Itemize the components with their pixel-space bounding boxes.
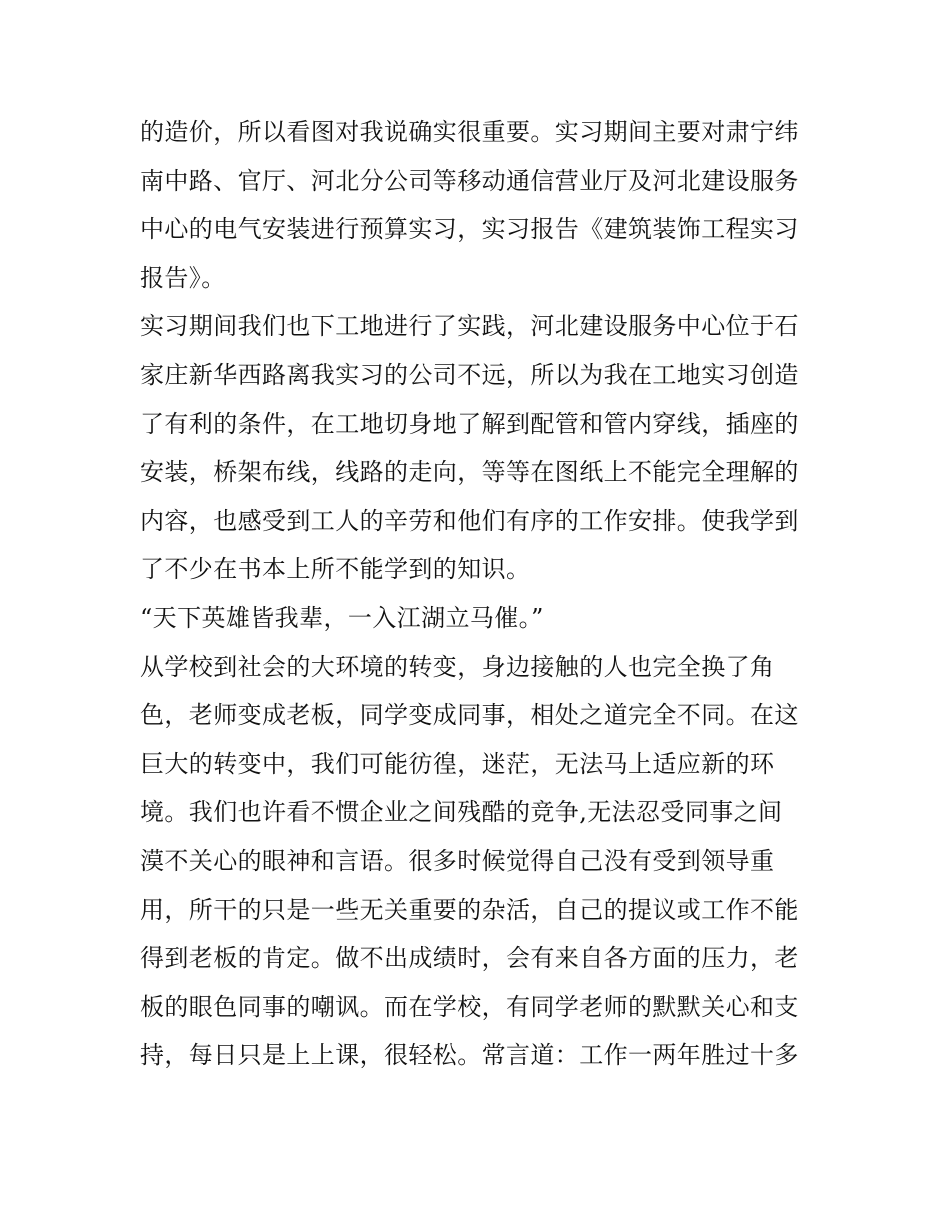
text-line: 色，老师变成老板，同学变成同事，相处之道完全不同。在这 [140, 701, 799, 730]
document-body [140, 108, 812, 1080]
quote-line: “天下英雄皆我辈，一入江湖立马催。” [140, 603, 544, 632]
text-line: 用，所干的只是一些无关重要的杂活，自己的提议或工作不能 [140, 895, 799, 924]
text-line: 持，每日只是上上课，很轻松。常言道：工作一两年胜过十多 [140, 1041, 799, 1070]
text-line: 的造价，所以看图对我说确实很重要。实习期间主要对肃宁纬 [140, 118, 799, 146]
text-line: 内容，也感受到工人的辛劳和他们有序的工作安排。使我学到 [140, 506, 799, 535]
text-line: 中心的电气安装进行预算实习，实习报告《建筑装饰工程实习 [140, 215, 799, 244]
text-line: 南中路、官厅、河北分公司等移动通信营业厅及河北建设服务 [140, 166, 799, 195]
text-line: 从学校到社会的大环境的转变，身边接触的人也完全换了角 [140, 652, 775, 681]
text-line: 报告》。 [140, 263, 226, 292]
text-line: 巨大的转变中，我们可能彷徨，迷茫，无法马上适应新的环 [140, 749, 775, 778]
text-line: 漠不关心的眼神和言语。很多时候觉得自己没有受到领导重 [140, 846, 775, 875]
text-line: 安装，桥架布线，线路的走向，等等在图纸上不能完全理解的 [140, 458, 799, 487]
text-line: 家庄新华西路离我实习的公司不远，所以为我在工地实习创造 [140, 360, 799, 389]
text-line: 得到老板的肯定。做不出成绩时，会有来自各方面的压力，老 [140, 944, 799, 973]
text-line: 了不少在书本上所不能学到的知识。 [140, 555, 531, 584]
text-line: 实习期间我们也下工地进行了实践，河北建设服务中心位于石 [140, 312, 799, 341]
text-line: 境。我们也许看不惯企业之间残酷的竞争,无法忍受同事之间 [140, 798, 783, 827]
text-line: 了有利的条件，在工地切身地了解到配管和管内穿线，插座的 [140, 409, 799, 438]
text-line: 板的眼色同事的嘲讽。而在学校，有同学老师的默默关心和支 [140, 992, 799, 1021]
